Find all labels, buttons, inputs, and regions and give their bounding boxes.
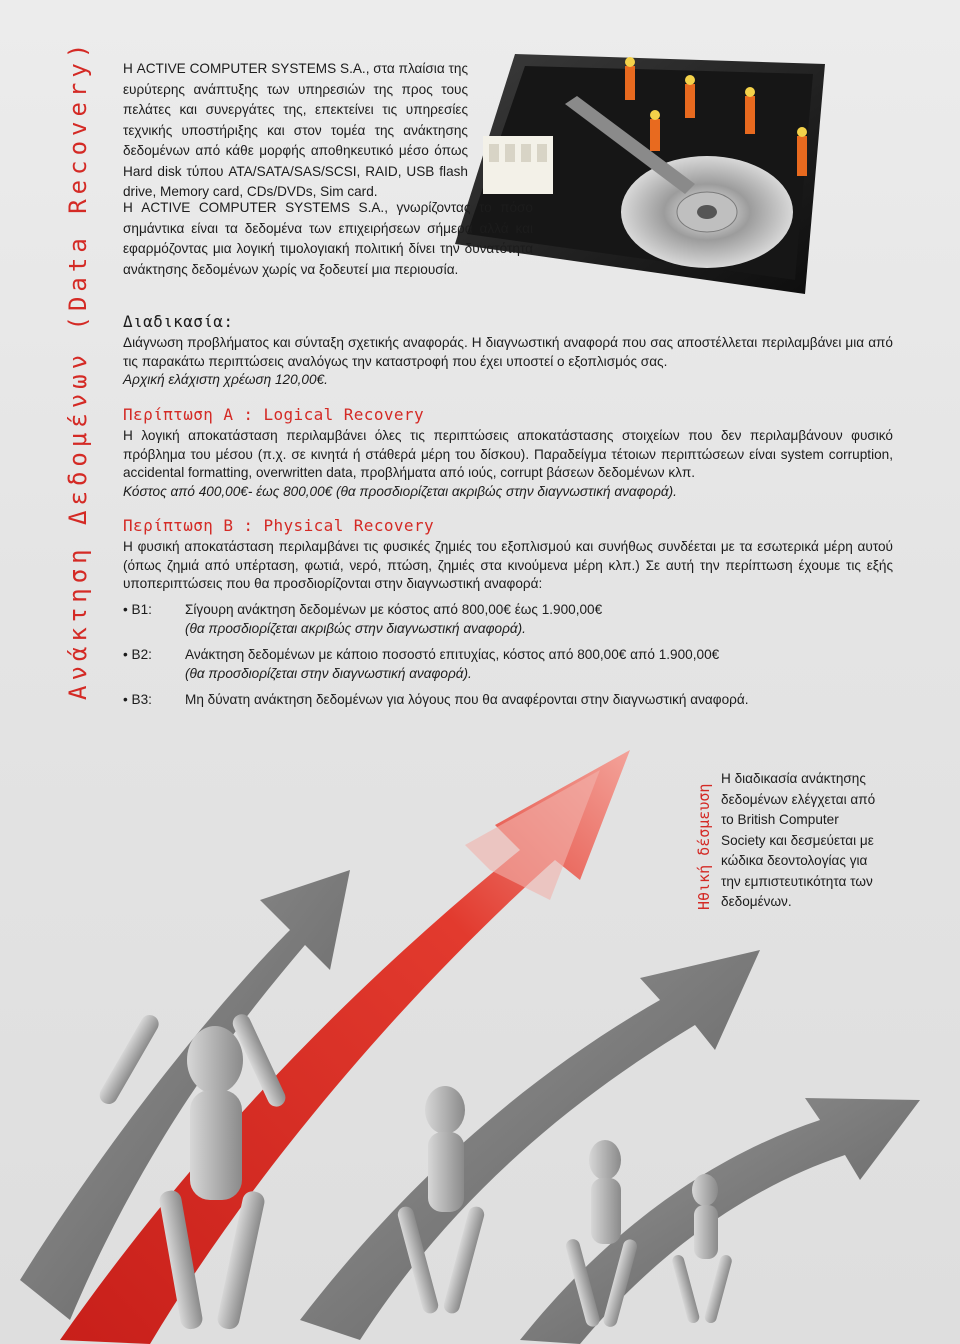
intro-paragraph-2: Η ACTIVE COMPUTER SYSTEMS S.A., γνωρίζοντας το πόσο σημάντικα είναι τα δεδομένα των επιχειρήσεων σήμερα αλλά και εφαρμόζοντας μια λογική τιμολογιακή πολιτική δίνει την δυνατότητα ανάκτησης δεδομένων χωρίς να ξοδευτεί μια περιουσία.: [123, 200, 533, 277]
process-price: Αρχική ελάχιστη χρέωση 120,00€.: [123, 372, 328, 387]
list-item-label: • Β1:: [123, 602, 152, 617]
case-a-paragraph: [123, 427, 893, 501]
list-item-text: Μη δύνατη ανάκτηση δεδομένων για λόγους που θα αναφέρονται στην διαγνωστική αναφορά.: [185, 692, 749, 707]
side-title: Ανάκτηση Δεδομένων (Data Recovery): [64, 38, 92, 700]
case-b-heading: Περίπτωση Β : Physical Recovery: [123, 516, 435, 535]
intro-paragraph-1: Η ACTIVE COMPUTER SYSTEMS S.A., στα πλαίσια της ευρύτερης ανάπτυξης των υπηρεσιών της προς τους πελάτες και συνεργάτες της, επεκτείνει τις υπηρεσίες τεχνικής υποστήριξης και στον τομέα της ανάκτησης δεδομένων από κάθε μορφής αποθηκευτικό μέσο όπως Hard disk τύπου ATA/SATA/SAS/SCSI, RAID, USB flash drive, Memory card, CDs/DVDs, Sim card.: [123, 61, 468, 199]
list-item-note: (θα προσδιορίζεται ακριβώς στην διαγνωστική αναφορά).: [185, 620, 526, 636]
list-item-text: Σίγουρη ανάκτηση δεδομένων με κόστος από 800,00€ έως 1.900,00€: [185, 602, 603, 617]
list-item-label: • Β3:: [123, 692, 152, 707]
ethics-text: Η διαδικασία ανάκτησης δεδομένων ελέγχεται από το British Computer Society και δεσμεύεται με κώδικα δεοντολογίας για την εμπιστευτικότητα των δεδομένων.: [721, 771, 876, 909]
process-heading: Διαδικασία:: [123, 312, 234, 331]
process-paragraph: [123, 334, 893, 390]
list-item-label: • Β2:: [123, 647, 152, 662]
case-a-cost: Κόστος από 400,00€- έως 800,00€ (θα προσδιορίζεται ακριβώς στην διαγνωστική αναφορά).: [123, 483, 677, 499]
ethics-title: Ηθική δέσμευση: [695, 783, 713, 910]
case-a-text: Η λογική αποκατάσταση περιλαμβάνει όλες τις περιπτώσεις αποκατάστασης στοιχείων που δεν περιλαμβάνουν φυσικό πρόβλημα του μέσου (π.χ. σε κινητά ή στάθερά μέρη του δίσκου). Παραδείγμα τέτοιων περιπτώσεων είναι system corruption, accidental formatting, overwritten data, προβλήματα από ιούς, corrupt βάσεων δεδομένων κλπ.: [123, 428, 893, 480]
case-b-paragraph: [123, 538, 893, 594]
list-item-text: Ανάκτηση δεδομένων με κάποιο ποσοστό επιτυχίας, κόστος από 800,00€ από 1.900,00€: [185, 647, 720, 662]
case-b-text: Η φυσική αποκατάσταση περιλαμβάνει τις φυσικές ζημιές του εξοπλισμού και συνήθως συνδέεται με τα εσωτερικά μέρη αυτού (όπως ζημιά από υπέρταση, φωτιά, νερό, πτώση, ζημιές στα κινούμενα μέρη κλπ.) Σε αυτή την περίπτωση έχουμε τις εξής υποπεριπτώσεις που θα προσδιορίζονται στην διαγνωστική αναφορά:: [123, 539, 893, 591]
list-item-note: (θα προσδιορίζεται στην διαγνωστική αναφορά).: [185, 665, 472, 681]
case-a-heading: Περίπτωση Α : Logical Recovery: [123, 405, 424, 424]
process-text: Διάγνωση προβλήματος και σύνταξη σχετικής αναφοράς. Η διαγνωστική αναφορά που σας αποστέλλεται περιλαμβάνει μια από τις παρακάτω περιπτώσεις αναλόγως την καταστροφή που έχει υποστεί ο εξοπλισμός σας.: [123, 335, 893, 369]
